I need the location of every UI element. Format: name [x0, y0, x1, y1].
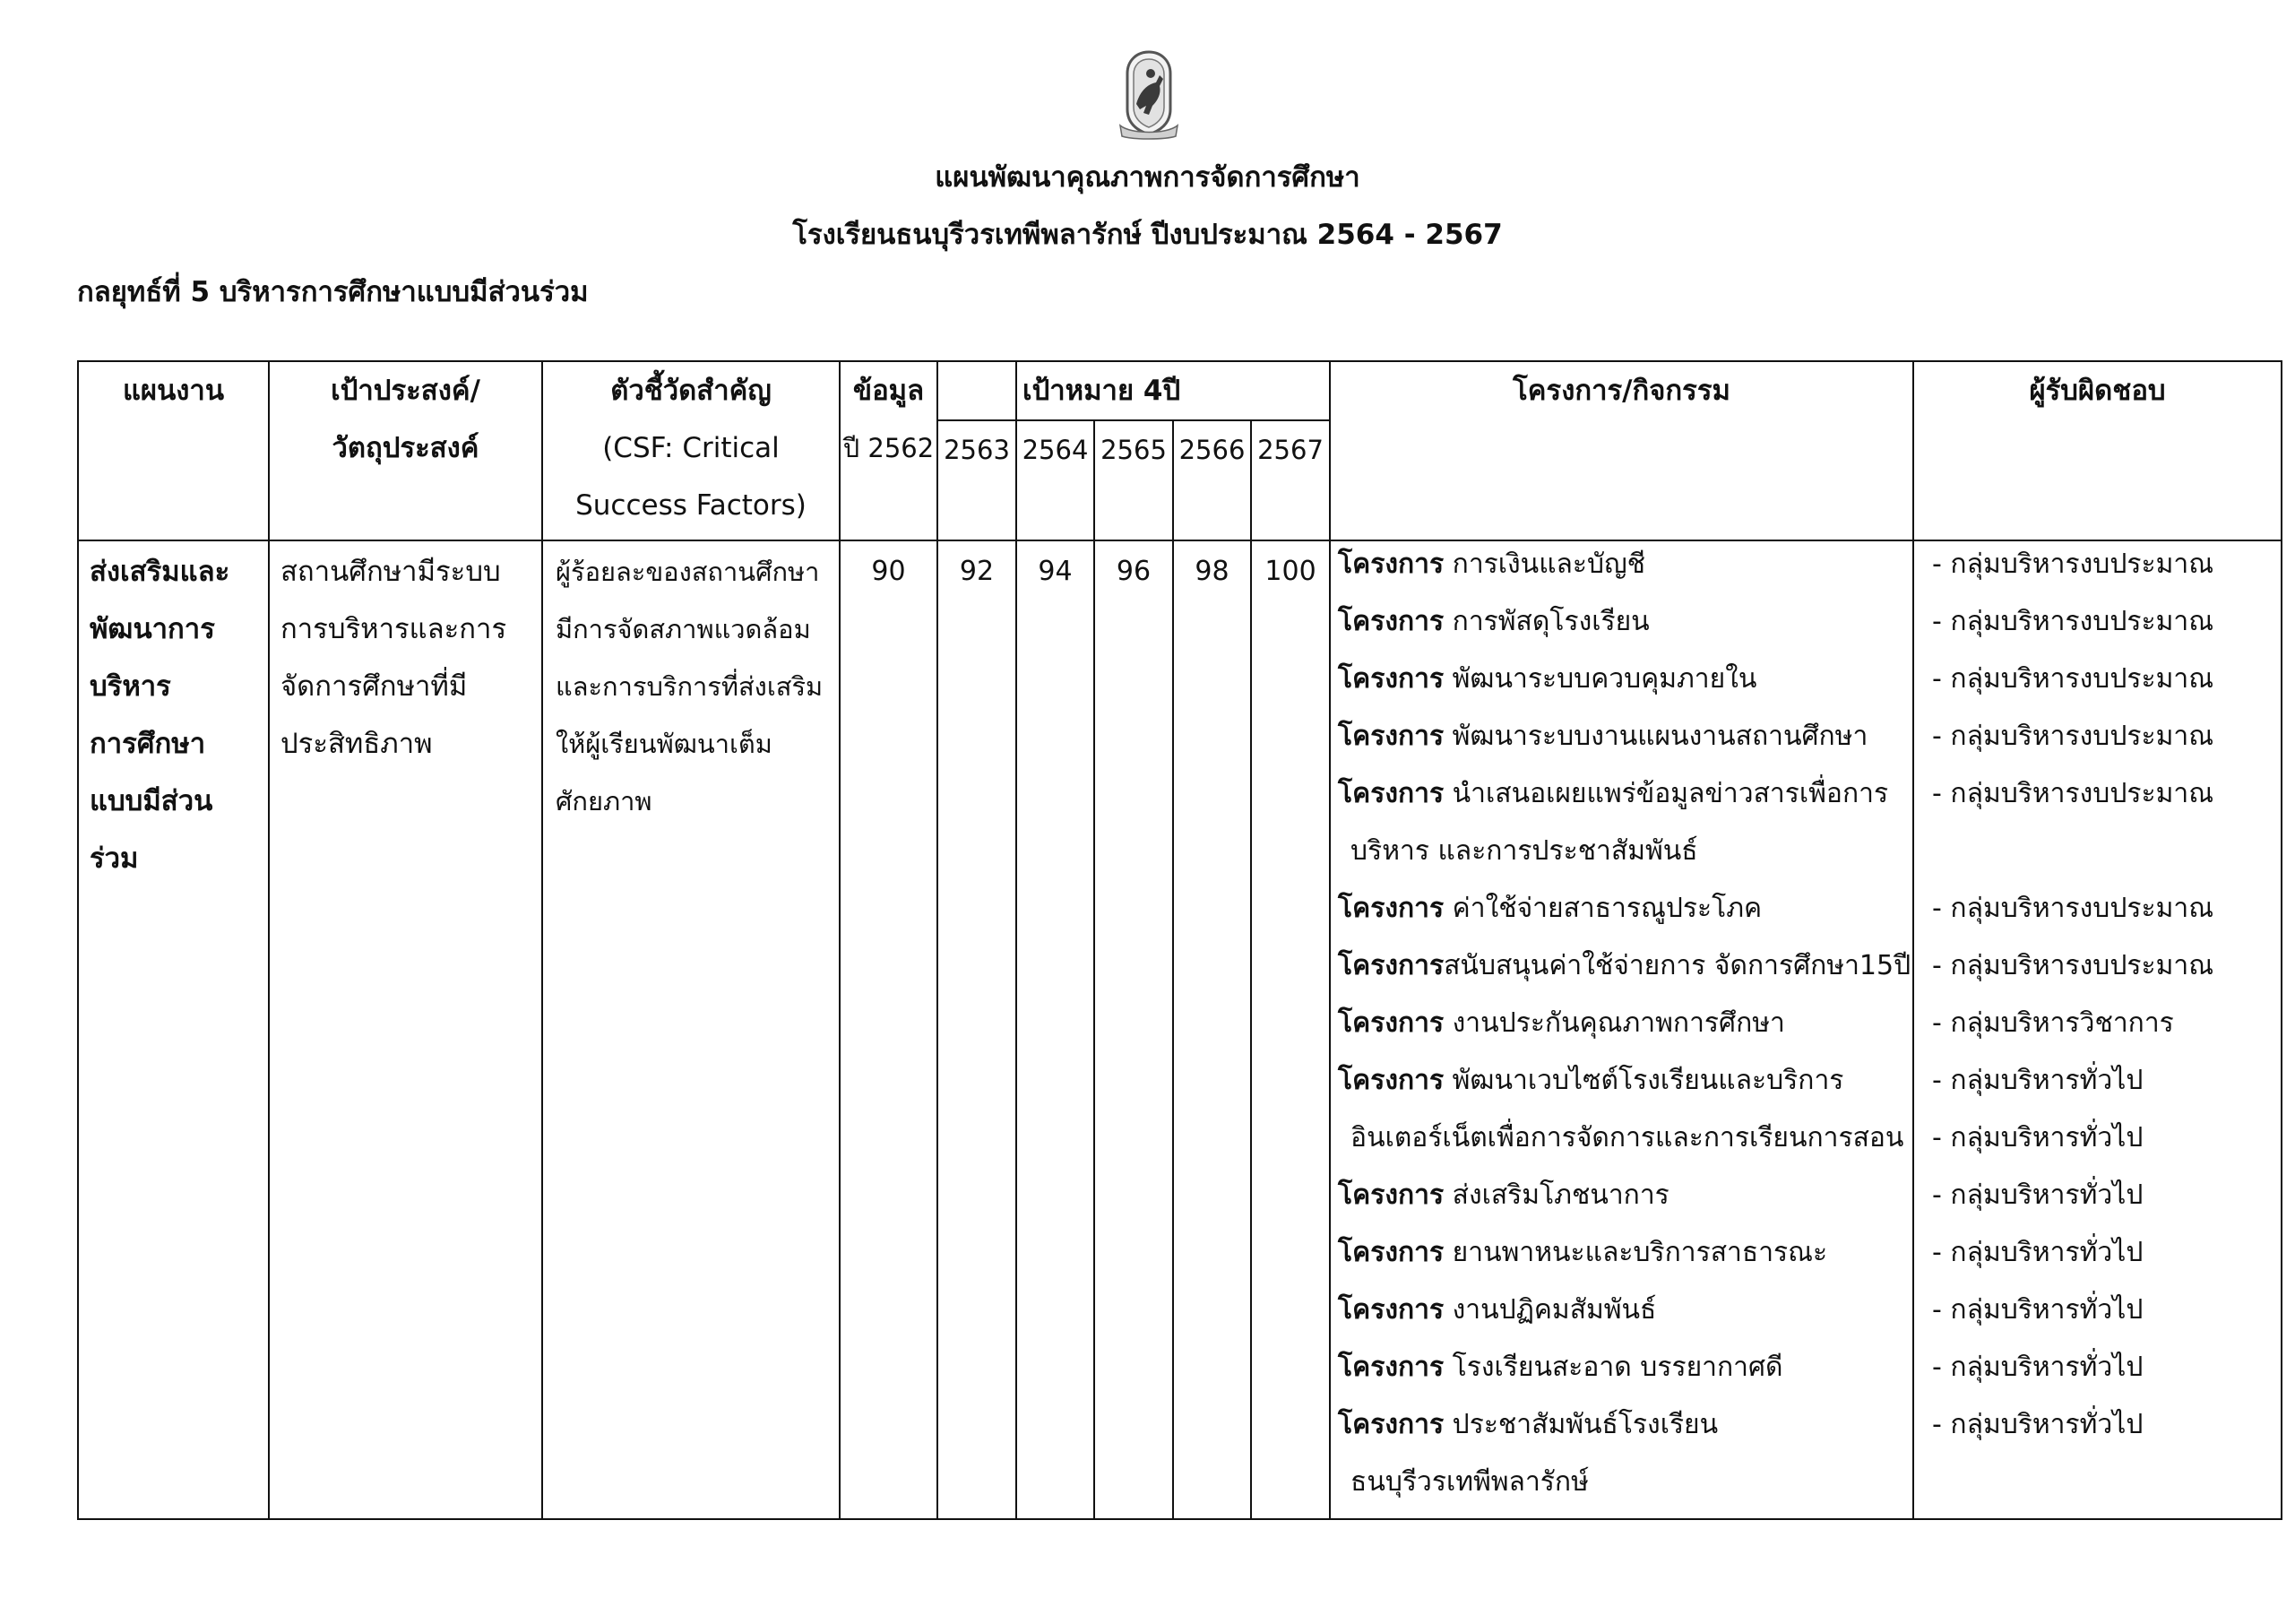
projects-cell: [1330, 540, 1913, 1519]
responsible-line: - กลุ่มบริหารงบประมาณ: [1932, 893, 2214, 924]
project-text: พัฒนาระบบงานแผนงานสถานศึกษา: [1444, 721, 1868, 752]
header-projects-label: โครงการ/กิจกรรม: [1513, 375, 1730, 407]
plan-line: ร่วม: [90, 842, 139, 875]
project-line: [1331, 1002, 1912, 1059]
plan-line: การศึกษา: [90, 728, 206, 760]
header-year: 2563: [937, 420, 1016, 540]
project-line: [1331, 1346, 1912, 1404]
project-keyword: โครงการ: [1338, 549, 1445, 580]
header-csf: [542, 361, 840, 540]
project-line: [1331, 1117, 1912, 1174]
objective-cell: [269, 540, 542, 1519]
project-text: งานปฏิคมสัมพันธ์: [1444, 1294, 1657, 1326]
responsible-line: - กลุ่มบริหารทั่วไป: [1932, 1294, 2144, 1326]
header-year: 2566: [1173, 420, 1251, 540]
csf-line: มีการจัดสภาพแวดล้อม: [556, 614, 811, 644]
project-keyword: โครงการ: [1338, 1007, 1445, 1039]
responsible-line: - กลุ่มบริหารงบประมาณ: [1932, 778, 2214, 809]
page-subtitle: โรงเรียนธนบุรีวรเทพีพลารักษ์ ปีงบประมาณ 2564 - 2567: [792, 219, 1503, 251]
header-plan: [78, 361, 269, 540]
plan-line: บริหาร: [90, 670, 171, 703]
responsible-line: - กลุ่มบริหารทั่วไป: [1932, 1352, 2144, 1383]
project-keyword: โครงการ: [1338, 893, 1445, 924]
responsible-line: - กลุ่มบริหารทั่วไป: [1932, 1409, 2144, 1440]
header-objective-line: เป้าประสงค์/: [331, 375, 480, 407]
school-emblem-icon: [1104, 47, 1194, 140]
target-value: 96: [1094, 540, 1173, 1519]
project-line: [1331, 773, 1912, 830]
responsible-line: - กลุ่มบริหารทั่วไป: [1932, 1179, 2144, 1211]
project-line: [1331, 1404, 1912, 1461]
project-text: ธนบุรีวรเทพีพลารักษ์: [1350, 1466, 1589, 1498]
header-baseline: [840, 361, 937, 540]
project-line: [1331, 1289, 1912, 1346]
project-line: [1331, 600, 1912, 658]
header-year: 2564: [1016, 420, 1094, 540]
plan-line: แบบมีส่วน: [90, 785, 213, 817]
csf-line: ให้ผู้เรียนพัฒนาเต็ม: [556, 729, 772, 759]
project-line: [1331, 658, 1912, 715]
header-plan-label: แผนงาน: [122, 375, 225, 407]
project-keyword: โครงการ: [1338, 721, 1445, 752]
plan-cell: [78, 540, 269, 1519]
project-keyword: โครงการ: [1338, 1237, 1445, 1268]
header-target-label: เป้าหมาย 4ปี: [1022, 375, 1181, 407]
objective-line: การบริหารและการ: [280, 613, 507, 645]
responsible-line: [1914, 830, 2281, 887]
responsible-line: - กลุ่มบริหารงบประมาณ: [1932, 663, 2214, 695]
project-text: ส่งเสริมโภชนาการ: [1444, 1179, 1669, 1211]
responsible-line: [1914, 1461, 2281, 1518]
project-keyword: โครงการ: [1338, 1294, 1445, 1326]
target-value: 98: [1173, 540, 1251, 1519]
project-text: ยานพาหนะและบริการสาธารณะ: [1444, 1237, 1828, 1268]
responsible-line: - กลุ่มบริหารงบประมาณ: [1932, 950, 2214, 981]
project-text: พัฒนาเวบไซต์โรงเรียนและบริการ: [1444, 1065, 1844, 1096]
project-text: บริหาร และการประชาสัมพันธ์: [1350, 835, 1698, 867]
responsible-line: - กลุ่มบริหารทั่วไป: [1932, 1065, 2144, 1096]
project-line: [1331, 830, 1912, 887]
header-csf-line: ตัวชี้วัดสำคัญ: [610, 375, 772, 407]
project-line: [1331, 1174, 1912, 1231]
project-text: ประชาสัมพันธ์โรงเรียน: [1444, 1409, 1719, 1440]
csf-line: และการบริการที่ส่งเสริม: [556, 671, 824, 702]
header-baseline-line: ปี 2562: [842, 433, 935, 463]
project-text: การเงินและบัญชี: [1444, 549, 1645, 580]
project-keyword: โครงการ: [1338, 1179, 1445, 1211]
project-keyword: โครงการ: [1338, 950, 1445, 981]
responsible-line: - กลุ่มบริหารวิชาการ: [1932, 1007, 2174, 1039]
project-keyword: โครงการ: [1338, 778, 1445, 809]
csf-cell: [542, 540, 840, 1519]
responsible-cell: [1913, 540, 2282, 1519]
project-keyword: โครงการ: [1338, 663, 1445, 695]
project-text: สนับสนุนค่าใช้จ่ายการ จัดการศึกษา15ปี: [1444, 950, 1911, 981]
header-baseline-line: ข้อมูล: [852, 375, 925, 407]
target-value: 92: [937, 540, 1016, 1519]
header-responsible: [1913, 361, 2282, 540]
responsible-line: - กลุ่มบริหารงบประมาณ: [1932, 606, 2214, 637]
target-value: 94: [1016, 540, 1094, 1519]
target-value: 100: [1251, 540, 1330, 1519]
header-year: 2567: [1251, 420, 1330, 540]
objective-line: สถานศึกษามีระบบ: [280, 556, 501, 588]
header-objective-line: วัตถุประสงค์: [332, 432, 479, 464]
project-line: [1331, 945, 1912, 1002]
project-text: งานประกันคุณภาพการศึกษา: [1444, 1007, 1785, 1039]
plan-line: ส่งเสริมและ: [90, 556, 230, 588]
header-csf-line: (CSF: Critical: [602, 432, 780, 464]
header-csf-line: Success Factors): [575, 489, 807, 522]
responsible-line: - กลุ่มบริหารงบประมาณ: [1932, 549, 2214, 580]
project-line: [1331, 1461, 1912, 1518]
header-objective: [269, 361, 542, 540]
project-keyword: โครงการ: [1338, 606, 1445, 637]
responsible-line: - กลุ่มบริหารงบประมาณ: [1932, 721, 2214, 752]
project-line: [1331, 1059, 1912, 1117]
project-text: การพัสดุโรงเรียน: [1444, 606, 1650, 637]
project-line: [1331, 887, 1912, 945]
objective-line: จัดการศึกษาที่มี: [280, 670, 468, 703]
responsible-line: - กลุ่มบริหารทั่วไป: [1932, 1122, 2144, 1153]
header-projects: [1330, 361, 1913, 540]
page-title: แผนพัฒนาคุณภาพการจัดการศึกษา: [935, 161, 1360, 194]
header-year: 2565: [1094, 420, 1173, 540]
responsible-line: - กลุ่มบริหารทั่วไป: [1932, 1237, 2144, 1268]
project-keyword: โครงการ: [1338, 1065, 1445, 1096]
project-text: พัฒนาระบบควบคุมภายใน: [1444, 663, 1757, 695]
project-keyword: โครงการ: [1338, 1409, 1445, 1440]
project-text: ค่าใช้จ่ายสาธารณูประโภค: [1444, 893, 1763, 924]
project-line: [1331, 1231, 1912, 1289]
project-text: อินเตอร์เน็ตเพื่อการจัดการและการเรียนการสอน: [1350, 1122, 1904, 1153]
objective-line: ประสิทธิภาพ: [280, 728, 433, 760]
strategy-heading: กลยุทธ์ที่ 5 บริหารการศึกษาแบบมีส่วนร่วม: [77, 276, 589, 308]
header-responsible-label: ผู้รับผิดชอบ: [2029, 375, 2166, 407]
baseline-value: 90: [840, 540, 937, 1519]
project-text: โรงเรียนสะอาด บรรยากาศดี: [1444, 1352, 1783, 1383]
project-text: นำเสนอเผยแพร่ข้อมูลข่าวสารเพื่อการ: [1444, 778, 1889, 809]
project-keyword: โครงการ: [1338, 1352, 1445, 1383]
csf-line: ศักยภาพ: [556, 786, 652, 816]
plan-table: [77, 360, 2282, 1520]
csf-line: ผู้ร้อยละของสถานศึกษา: [556, 557, 820, 587]
project-line: [1331, 543, 1912, 600]
plan-line: พัฒนาการ: [90, 613, 215, 645]
project-line: [1331, 715, 1912, 773]
header-target-group: [1016, 361, 1330, 420]
header-target-spacer: [937, 361, 1016, 420]
